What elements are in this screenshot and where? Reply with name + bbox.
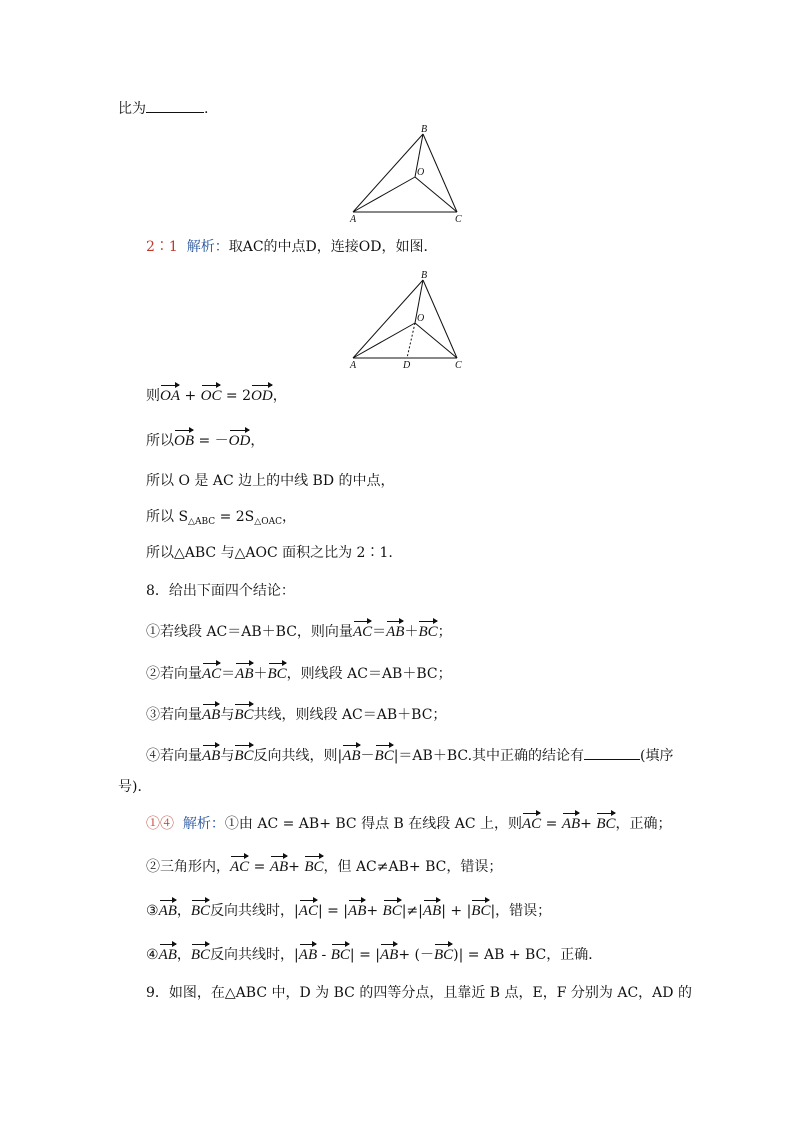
q8-answer-line: ①④ 解析：①由 AC = AB+ BC 得点 B 在线段 AC 上，则AC = AB+ BC，正确； [146,812,672,833]
q7-step-2: 所以OB = －OD， [146,429,264,450]
analysis-tag: 解析： [186,239,229,255]
label-C: C [455,214,462,225]
vector-AB: AB [159,899,177,920]
vector-BC: BC [596,812,615,833]
answer-blank [146,98,204,113]
triangle-figure-1 [345,122,470,226]
vector-AB: AB [202,703,220,724]
vector-OA: OA [160,384,180,405]
q7-step-5: 所以△ABC 与△AOC 面积之比为 2∶1. [146,545,393,561]
q7-analysis-text: 取AC的中点D，连接OD，如图． [228,239,438,255]
vector-BC: BC [375,744,394,765]
vector-AB: AB [299,943,317,964]
label-D: D [403,360,411,371]
vector-OC: OC [201,384,222,405]
q7-tail: 比为 . [118,98,208,118]
vector-BC: BC [191,943,210,964]
vector-AB: AB [270,855,288,876]
vector-OD: OD [251,384,273,405]
q8-claim-1: ①若线段 AC＝AB＋BC，则向量AC＝AB＋BC； [146,620,452,641]
vector-AC: AC [299,899,318,920]
vector-AB: AB [348,899,366,920]
q8-stem: 8．给出下面四个结论： [146,583,295,599]
q7-answer-line [146,238,437,256]
vector-AC: AC [202,662,221,683]
vector-BC: BC [434,943,453,964]
q8-claim-4: ④若向量AB与BC反向共线，则|AB－BC|＝AB＋BC.其中正确的结论有 (填序 [146,744,674,765]
vector-BC: BC [383,899,402,920]
vector-BC: BC [331,943,350,964]
vector-BC: BC [418,620,437,641]
q7-step-4: 所以 $S_{\triangle ABC} = 2S_{\triangle OAC}$， [146,509,296,527]
q7-step-3: 所以 O 是 AC 边上的中线 BD 的中点， [146,473,395,489]
q8-claim-3: ③若向量AB与BC共线，则线段 AC＝AB＋BC； [146,703,446,724]
label-O: O [417,313,425,324]
label-B: B [421,270,428,281]
q7-step-1: 则OA + OC = 2OD， [146,384,287,405]
vector-BC: BC [471,899,490,920]
q8-claim-2: ②若向量AC＝AB＋BC，则线段 AC＝AB＋BC； [146,662,452,683]
vector-OB: OB [174,429,194,450]
vector-AC: AC [353,620,372,641]
q8-analysis-3: ③AB，BC反向共线时，|AC| = |AB+ BC|≠|AB| + |BC|，错误； [146,899,551,920]
q7-answer: 2∶1 [146,239,178,255]
answer-blank [584,745,640,760]
q8-claim-4-wrap: 号)． [118,779,152,795]
q9-stem: 9．如图，在△ABC 中，D 为 BC 的四等分点，且靠近 B 点，E，F 分别为 AC，AD 的 [146,985,692,1001]
vector-AC: AC [230,855,249,876]
q8-analysis-4: ④AB，BC反向共线时，|AB - BC| = |AB+ (－BC)| = AB + BC，正确． [146,943,602,964]
median-dashed-line [407,323,415,358]
vector-AC: AC [522,812,541,833]
vector-AB: AB [235,662,253,683]
analysis-tag: 解析： [182,816,225,832]
vector-BC: BC [191,899,210,920]
q8-analysis-2: ②三角形内，AC = AB+ BC，但 AC≠AB+ BC，错误； [146,855,502,876]
label-A: A [350,214,357,225]
label-B: B [421,124,428,135]
vector-BC: BC [268,662,287,683]
vector-AB: AB [562,812,580,833]
vector-AB: AB [423,899,441,920]
label-C: C [455,360,462,371]
label-O: O [417,167,425,178]
vector-AB: AB [202,744,220,765]
triangle-figure-2 [345,268,470,372]
vector-OD: OD [229,429,251,450]
vector-BC: BC [234,744,253,765]
vector-AB: AB [159,943,177,964]
q8-answer: ①④ [146,816,174,832]
vector-BC: BC [304,855,323,876]
vector-BC: BC [234,703,253,724]
vector-AB: AB [342,744,360,765]
q7-tail-text: 比为 [118,101,146,117]
vector-AB: AB [380,943,398,964]
label-A: A [350,360,357,371]
vector-AB: AB [386,620,404,641]
